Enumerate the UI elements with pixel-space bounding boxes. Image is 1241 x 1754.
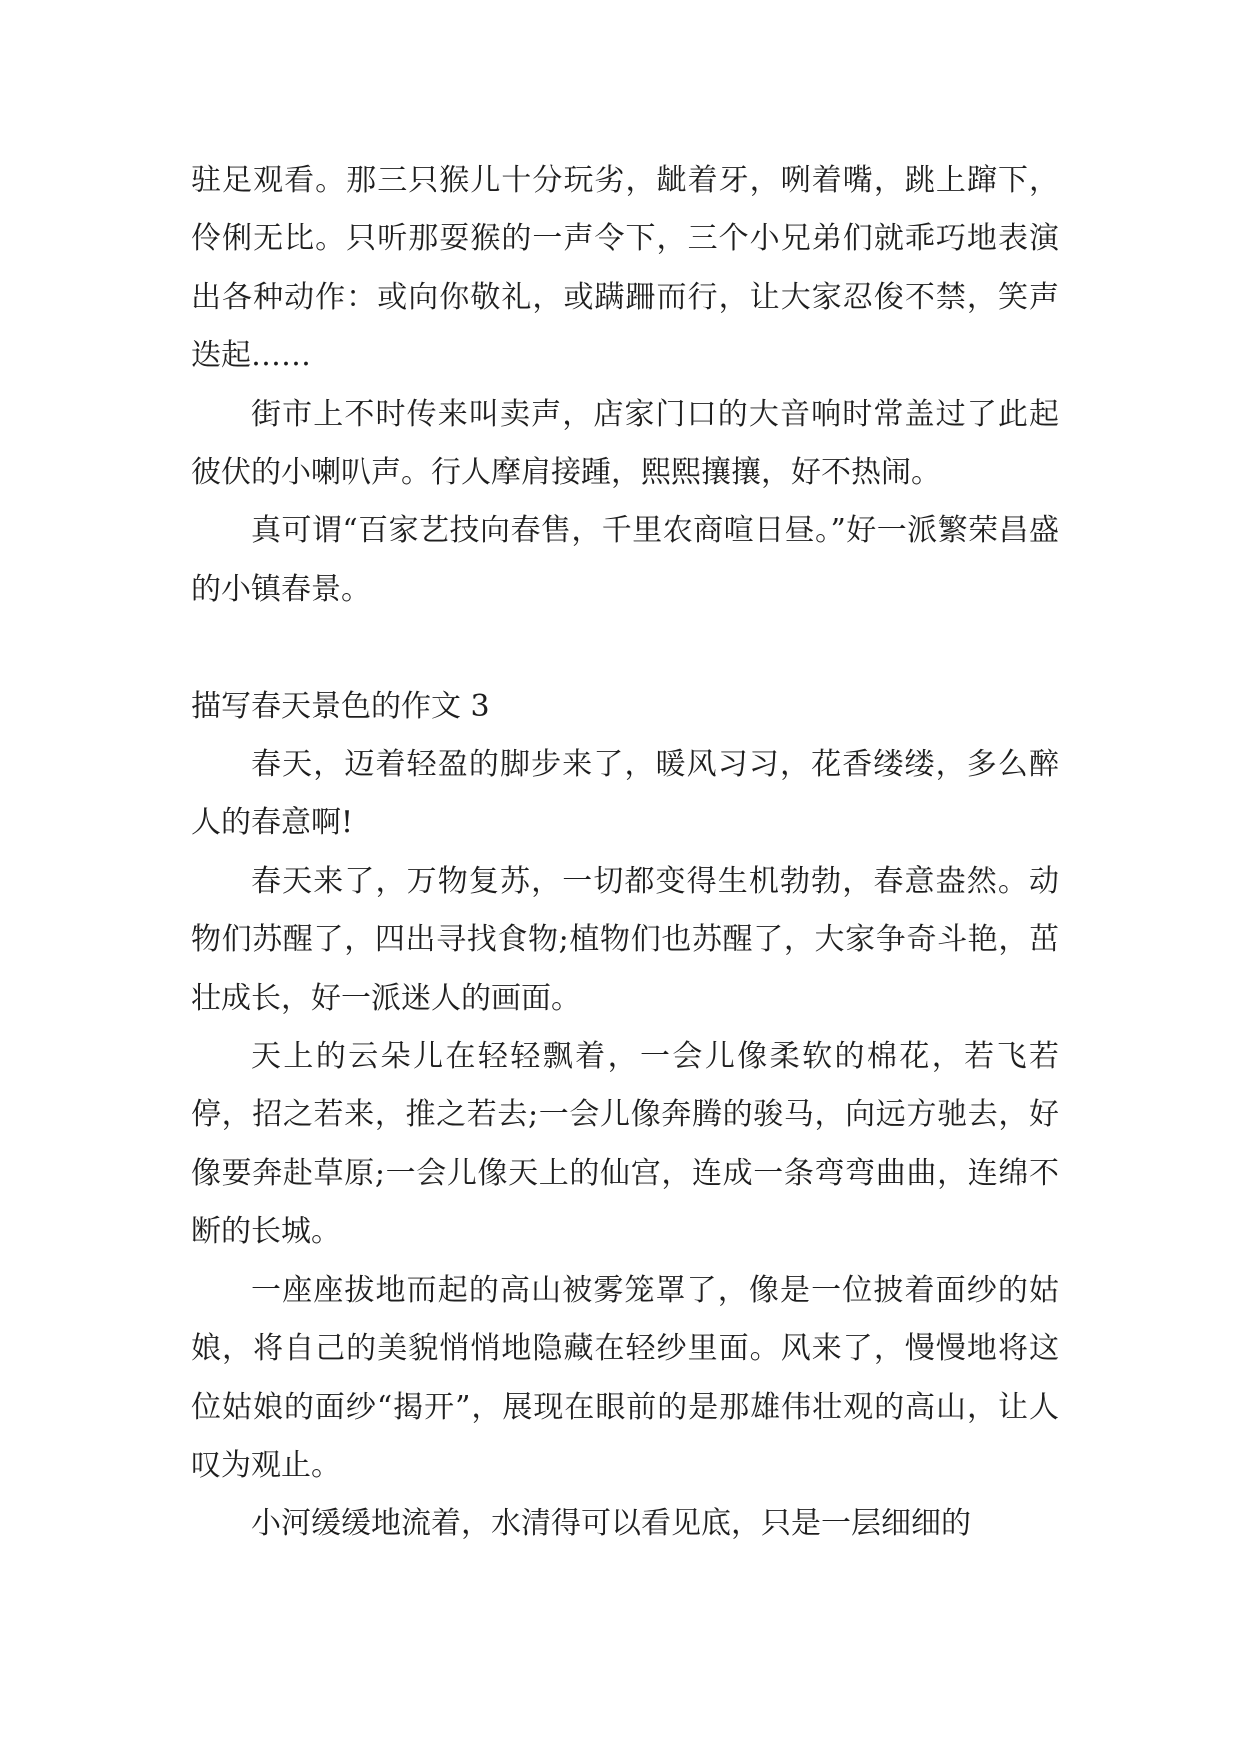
paragraph-revival: 春天来了，万物复苏，一切都变得生机勃勃，春意盎然。动物们苏醒了，四出寻找食物;植物们也苏醒了，大家争奇斗艳，茁壮成长，好一派迷人的画面。	[191, 863, 1059, 1016]
section-spacer	[191, 619, 1059, 677]
section-title: 描写春天景色的作文 3	[191, 688, 490, 724]
paragraph-clouds: 天上的云朵儿在轻轻飘着，一会儿像柔软的棉花，若飞若停，招之若来，推之若去;一会儿像奔腾的骏马，向远方驰去，好像要奔赴草原;一会儿像天上的仙宫，连成一条弯弯曲曲，连绵不断的长城。	[191, 1039, 1059, 1250]
paragraph-spring-arrives: 春天，迈着轻盈的脚步来了，暖风习习，花香缕缕，多么醉人的春意啊!	[191, 747, 1059, 841]
continuation-paragraph: 驻足观看。那三只猴儿十分玩劣，龇着牙，咧着嘴，跳上蹿下，伶俐无比。只听那耍猴的一声令下，三个小兄弟们就乖巧地表演出各种动作：或向你敬礼，或蹒跚而行，让大家忍俊不禁，笑声迭起……	[191, 163, 1059, 374]
paragraph-street-sounds: 街市上不时传来叫卖声，店家门口的大音响时常盖过了此起彼伏的小喇叭声。行人摩肩接踵，熙熙攘攘，好不热闹。	[191, 396, 1059, 491]
paragraph-town-spring-scene: 真可谓“百家艺技向春售，千里农商喧日昼。”好一派繁荣昌盛的小镇春景。	[191, 513, 1059, 607]
paragraph-mountains: 一座座拔地而起的高山被雾笼罩了，像是一位披着面纱的姑娘，将自己的美貌悄悄地隐藏在轻纱里面。风来了，慢慢地将这位姑娘的面纱“揭开”，展现在眼前的是那雄伟壮观的高山，让人叹为观止。	[191, 1272, 1059, 1483]
document-body	[191, 152, 1059, 1554]
paragraph-river: 小河缓缓地流着，水清得可以看见底，只是一层细细的	[251, 1506, 971, 1542]
